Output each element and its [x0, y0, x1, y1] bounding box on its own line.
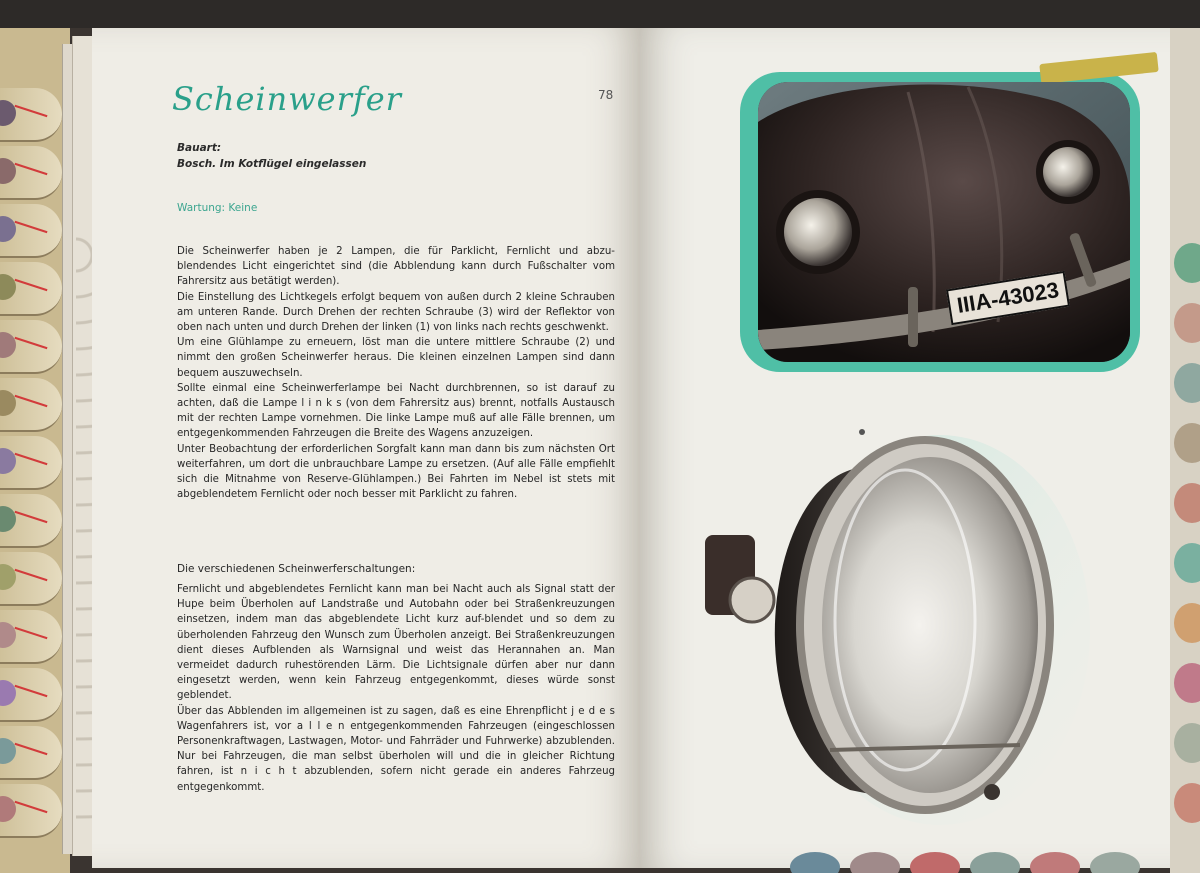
bottom-tab-strip [780, 852, 1200, 873]
index-tab[interactable] [1174, 243, 1200, 283]
index-tab[interactable] [790, 852, 840, 873]
index-tab[interactable] [970, 852, 1020, 873]
index-tab[interactable] [1174, 483, 1200, 523]
index-tab[interactable] [0, 378, 62, 432]
index-tab[interactable] [0, 146, 62, 200]
index-tab[interactable] [0, 494, 62, 548]
index-tab[interactable] [1174, 423, 1200, 463]
index-tab[interactable] [0, 88, 62, 142]
body-section-2 [177, 582, 615, 795]
paragraph: Über das Abblenden im allgemeinen ist zu sagen, daß es eine Ehrenpflicht j e d e s Wagenfahrers ist, vor a l l e n entgegenkommenden Fahrzeugen (eingeschlossen Personenkraftwagen, Lastwagen, Motor- und Fahrräder und Fuhrwerke) abzublenden. Nur bei Fahrzeugen, die man selbst überholen will und die in gleicher Richtung fahren, ist n i c h t abzublenden, sofern nicht gerade ein anderes Fahrzeug entgegenkommt. [177, 705, 615, 793]
right-tab-strip [1170, 28, 1200, 873]
body-section-1 [177, 244, 615, 502]
index-tab[interactable] [0, 726, 62, 780]
index-tab[interactable] [1090, 852, 1140, 873]
index-tab[interactable] [0, 552, 62, 606]
page-number: 78 [598, 88, 614, 102]
index-tab[interactable] [1174, 363, 1200, 403]
index-tab[interactable] [0, 784, 62, 838]
index-tab[interactable] [1174, 663, 1200, 703]
index-tab[interactable] [1174, 303, 1200, 343]
paragraph: Fernlicht und abgeblendetes Fernlicht kann man bei Nacht auch als Signal statt der Hupe beim Überholen auf Landstraße und Autobahn oder bei Straßenkreuzungen einsetzen, indem man das abgeblendete Licht kurz auf-blendet und so dem zu überholenden Fahrzeug den Wunsch zum Überholen anzeigt. Bei Straßenkreuzungen dient dieses Aufblenden als Warnsignal und weist das Herannahen an. Man vermeidet dadurch ruhestörenden Lärm. Die Lichtsignale dürfen aber nur dann eingesetzt werden, wenn kein Fahrzeug entgegenkommt, dieses würde sonst geblendet. [177, 584, 615, 702]
index-tab[interactable] [0, 262, 62, 316]
headlamp-illustration [680, 420, 1100, 830]
headlamp-photo [680, 420, 1100, 830]
paragraph: Sollte einmal eine Scheinwerferlampe bei Nacht durchbrennen, so ist darauf zu achten, daß die Lampe l i n k s (von dem Fahrersitz aus) brennt, notfalls Austausch mit der rechten Lampe vornehmen. Die linke Lampe muß auf alle Fälle brennen, um entgegenkommenden Fahrzeugen die Breite des Wagens anzuzeigen. [177, 382, 615, 440]
bauart-value: Bosch. Im Kotflügel eingelassen [177, 158, 367, 170]
index-tab[interactable] [0, 610, 62, 664]
paragraph: Um eine Glühlampe zu erneuern, löst man die untere mittlere Schraube (2) und nimmt den großen Scheinwerfer heraus. Die kleinen einzelnen Lampen sind dann bequem auszuwechseln. [177, 337, 615, 379]
index-tab[interactable] [0, 320, 62, 374]
paragraph: Unter Beobachtung der erforderlichen Sorgfalt kann man dann bis zum nächsten Ort weiterfahren, um dort die unbrauchbare Lampe zu ersetzen. (Auf alle Fälle empfiehlt sich die Mitnahme von Reserve-Glühlampen.) Bei Fahrten im Nebel ist stets mit abgeblendetem Fernlicht oder noch besser mit Parklicht zu fahren. [177, 443, 615, 501]
page-title: Scheinwerfer [172, 80, 402, 118]
index-tab[interactable] [910, 852, 960, 873]
index-tab[interactable] [0, 436, 62, 490]
car-front-photo [758, 82, 1130, 362]
paragraph: Die Scheinwerfer haben je 2 Lampen, die für Parklicht, Fernlicht und abzu-blendendes Licht eingerichtet sind (die Abblendung kann durch Fußschalter vom Fahrersitz aus betätigt werden). [177, 246, 615, 288]
bauart-label: Bauart: [177, 142, 222, 154]
index-tab[interactable] [1174, 543, 1200, 583]
index-tab[interactable] [1030, 852, 1080, 873]
license-plate: IIIA-43023 [946, 271, 1070, 325]
subheading: Die verschiedenen Scheinwerferschaltungen: [177, 563, 416, 575]
car-illustration [758, 82, 1130, 362]
index-tab-strip [0, 28, 70, 873]
index-tab[interactable] [850, 852, 900, 873]
index-tab[interactable] [1174, 783, 1200, 823]
index-tab[interactable] [0, 204, 62, 258]
paragraph: Die Einstellung des Lichtkegels erfolgt bequem von außen durch 2 kleine Schrauben am unteren Rande. Durch Drehen der rechten Schraube (3) wird der Reflektor von oben nach unten und durch Drehen der linken (1) von links nach rechts geschwenkt. [177, 291, 615, 334]
index-tab[interactable] [1174, 603, 1200, 643]
index-tab[interactable] [1174, 723, 1200, 763]
index-tab[interactable] [0, 668, 62, 722]
wartung-text: Wartung: Keine [177, 202, 258, 214]
